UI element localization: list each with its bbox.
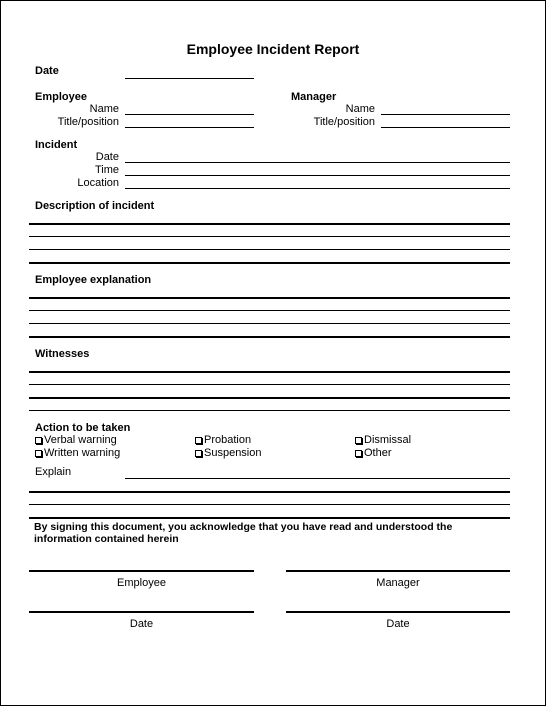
checkbox-icon — [35, 437, 42, 444]
incident-time-label: Time — [94, 164, 119, 176]
checkbox-icon — [355, 437, 362, 444]
employee-date-label: Date — [129, 618, 154, 630]
incident-time-field[interactable] — [125, 175, 510, 176]
witnesses-line[interactable] — [29, 397, 510, 399]
dismissal-checkbox[interactable] — [355, 434, 411, 446]
manager-date-label: Date — [386, 618, 410, 630]
explanation-line[interactable] — [29, 297, 510, 299]
other-checkbox[interactable] — [355, 447, 392, 459]
employee-signature-label: Employee — [117, 577, 166, 589]
employee-title-label: Title/position — [57, 116, 119, 128]
incident-location-field[interactable] — [125, 188, 510, 189]
explanation-line[interactable] — [29, 336, 510, 338]
checkbox-label: Written warning — [44, 447, 121, 459]
signature-notice: By signing this document, you acknowledge that you have read and understood the information contained herein — [34, 521, 453, 545]
explanation-line[interactable] — [29, 323, 510, 324]
incident-date-label: Date — [95, 151, 119, 163]
probation-checkbox[interactable] — [195, 434, 251, 446]
manager-date-line[interactable] — [286, 611, 510, 613]
checkbox-label: Suspension — [204, 447, 262, 459]
action-heading: Action to be taken — [35, 422, 131, 434]
checkbox-label: Other — [364, 447, 392, 459]
description-line[interactable] — [29, 223, 510, 225]
checkbox-icon — [195, 437, 202, 444]
explain-line[interactable] — [29, 517, 510, 519]
report-date-label: Date — [35, 65, 59, 77]
suspension-checkbox[interactable] — [195, 447, 262, 459]
checkbox-icon — [355, 450, 362, 457]
explain-line[interactable] — [29, 491, 510, 493]
checkbox-label: Verbal warning — [44, 434, 117, 446]
checkbox-icon — [195, 450, 202, 457]
manager-signature-label: Manager — [376, 577, 420, 589]
incident-location-label: Location — [77, 177, 119, 189]
witnesses-heading: Witnesses — [35, 348, 90, 360]
employee-heading: Employee — [35, 91, 87, 103]
employee-name-label: Name — [89, 103, 119, 115]
manager-title-label: Title/position — [313, 116, 375, 128]
manager-name-label: Name — [345, 103, 375, 115]
checkbox-label: Dismissal — [364, 434, 412, 446]
written-warning-checkbox[interactable] — [35, 447, 120, 459]
description-line[interactable] — [29, 262, 510, 264]
employee-date-line[interactable] — [29, 611, 254, 613]
explain-label: Explain — [35, 466, 72, 478]
report-date-field[interactable] — [125, 78, 254, 79]
description-line[interactable] — [29, 249, 510, 250]
explanation-line[interactable] — [29, 310, 510, 311]
employee-name-field[interactable] — [125, 114, 254, 115]
explain-field[interactable] — [125, 478, 510, 479]
witnesses-line[interactable] — [29, 384, 510, 385]
description-line[interactable] — [29, 236, 510, 237]
checkbox-label: Probation — [204, 434, 252, 446]
verbal-warning-checkbox[interactable] — [35, 434, 117, 446]
manager-name-field[interactable] — [381, 114, 510, 115]
checkbox-icon — [35, 450, 42, 457]
employee-signature-line[interactable] — [29, 570, 254, 572]
description-heading: Description of incident — [35, 200, 155, 212]
explain-line[interactable] — [29, 504, 510, 505]
witnesses-line[interactable] — [29, 371, 510, 373]
incident-date-field[interactable] — [125, 162, 510, 163]
incident-heading: Incident — [35, 139, 78, 151]
manager-title-field[interactable] — [381, 127, 510, 128]
employee-title-field[interactable] — [125, 127, 254, 128]
explanation-heading: Employee explanation — [35, 274, 152, 286]
manager-signature-line[interactable] — [286, 570, 510, 572]
manager-heading: Manager — [291, 91, 337, 103]
form-title: Employee Incident Report — [186, 41, 360, 57]
witnesses-line[interactable] — [29, 410, 510, 411]
